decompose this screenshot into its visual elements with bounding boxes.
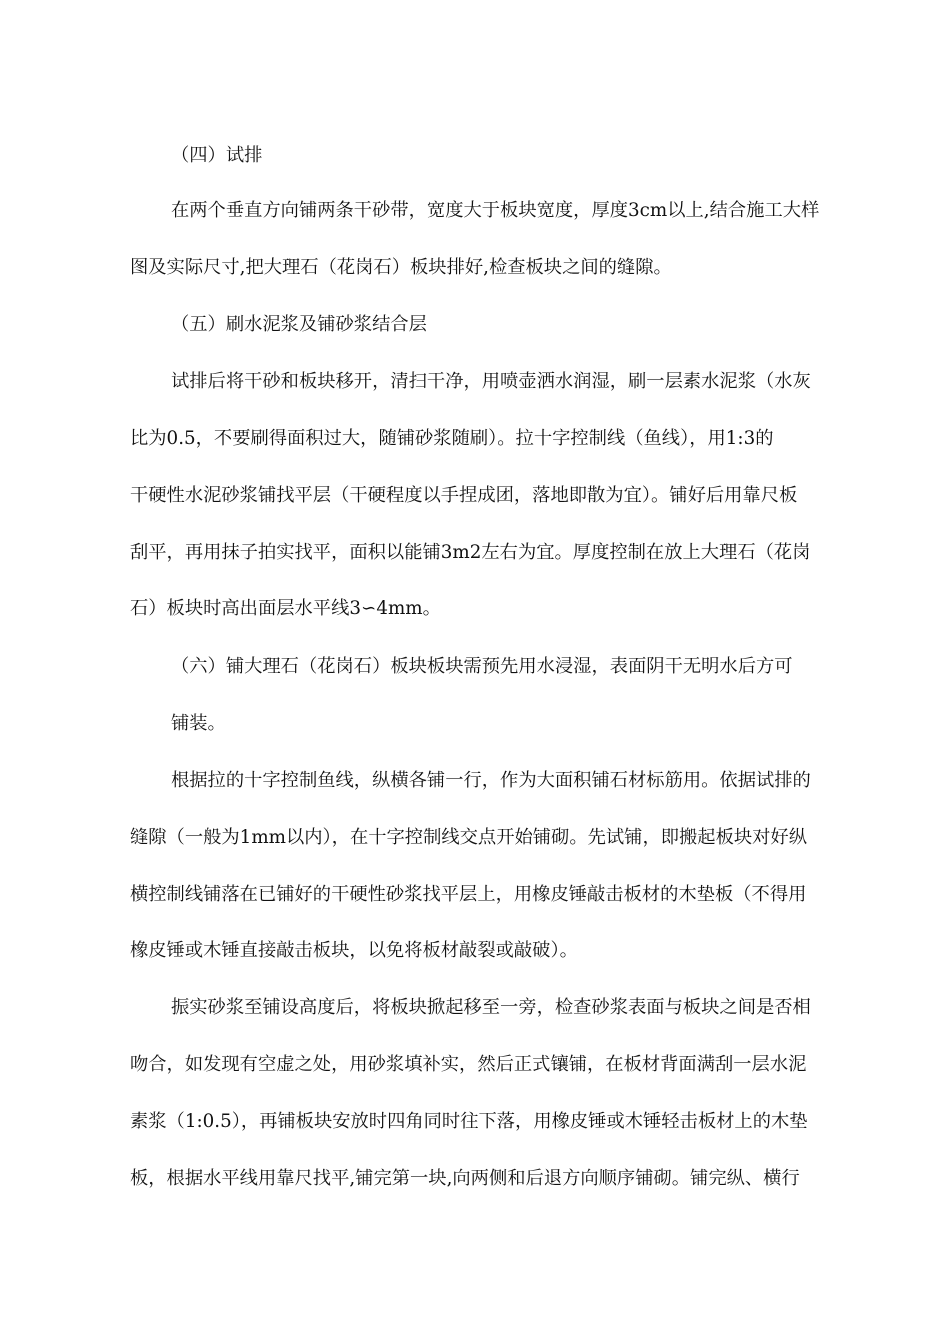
paragraph-line: 橡皮锤或木锤直接敲击板块，以免将板材敲裂或敲破）。 xyxy=(130,940,578,961)
section-heading-6: （六）铺大理石（花岗石）板块板块需预先用水浸湿，表面阴干无明水后方可 xyxy=(171,656,793,677)
paragraph-line: 横控制线铺落在已铺好的干硬性砂浆找平层上，用橡皮锤敲击板材的木垫板（不得用 xyxy=(130,884,807,905)
paragraph-line: 干硬性水泥砂浆铺找平层（干硬程度以手捏成团，落地即散为宜）。铺好后用靠尺板 xyxy=(130,485,798,506)
paragraph-line: 试排后将干砂和板块移开，清扫干净，用喷壶洒水润湿，刷一层素水泥浆（水灰 xyxy=(171,371,811,392)
paragraph-line: 图及实际尺寸,把大理石（花岗石）板块排好,检查板块之间的缝隙。 xyxy=(130,257,672,278)
paragraph-line: 吻合，如发现有空虚之处，用砂浆填补实，然后正式镶铺，在板材背面满刮一层水泥 xyxy=(130,1054,807,1075)
paragraph-line: 振实砂浆至铺设高度后，将板块掀起移至一旁，检查砂浆表面与板块之间是否相 xyxy=(171,997,811,1018)
section-heading-6-cont: 铺装。 xyxy=(171,713,226,734)
paragraph-line: 缝隙（一般为1mm以内），在十字控制线交点开始铺砌。先试铺，即搬起板块对好纵 xyxy=(130,827,807,848)
paragraph-line: 石）板块时高出面层水平线3∽4mm。 xyxy=(130,598,441,619)
paragraph-line: 素浆（1:0.5），再铺板块安放时四角同时往下落，用橡皮锤或木锤轻击板材上的木垫 xyxy=(130,1111,808,1132)
paragraph-line: 在两个垂直方向铺两条干砂带，宽度大于板块宽度，厚度3cm以上,结合施工大样 xyxy=(171,200,820,221)
paragraph-line: 根据拉的十字控制鱼线，纵横各铺一行，作为大面积铺石材标筋用。依据试排的 xyxy=(171,770,811,791)
paragraph-line: 比为0.5，不要刷得面积过大，随铺砂浆随刷）。拉十字控制线（鱼线），用1:3的 xyxy=(130,428,774,449)
section-heading-5: （五）刷水泥浆及铺砂浆结合层 xyxy=(171,314,427,335)
section-heading-4: （四）试排 xyxy=(171,145,263,166)
paragraph-line: 刮平，再用抹子拍实找平，面积以能铺3m2左右为宜。厚度控制在放上大理石（花岗 xyxy=(130,542,811,563)
paragraph-line: 板，根据水平线用靠尺找平,铺完第一块,向两侧和后退方向顺序铺砌。铺完纵、横行 xyxy=(130,1168,800,1189)
